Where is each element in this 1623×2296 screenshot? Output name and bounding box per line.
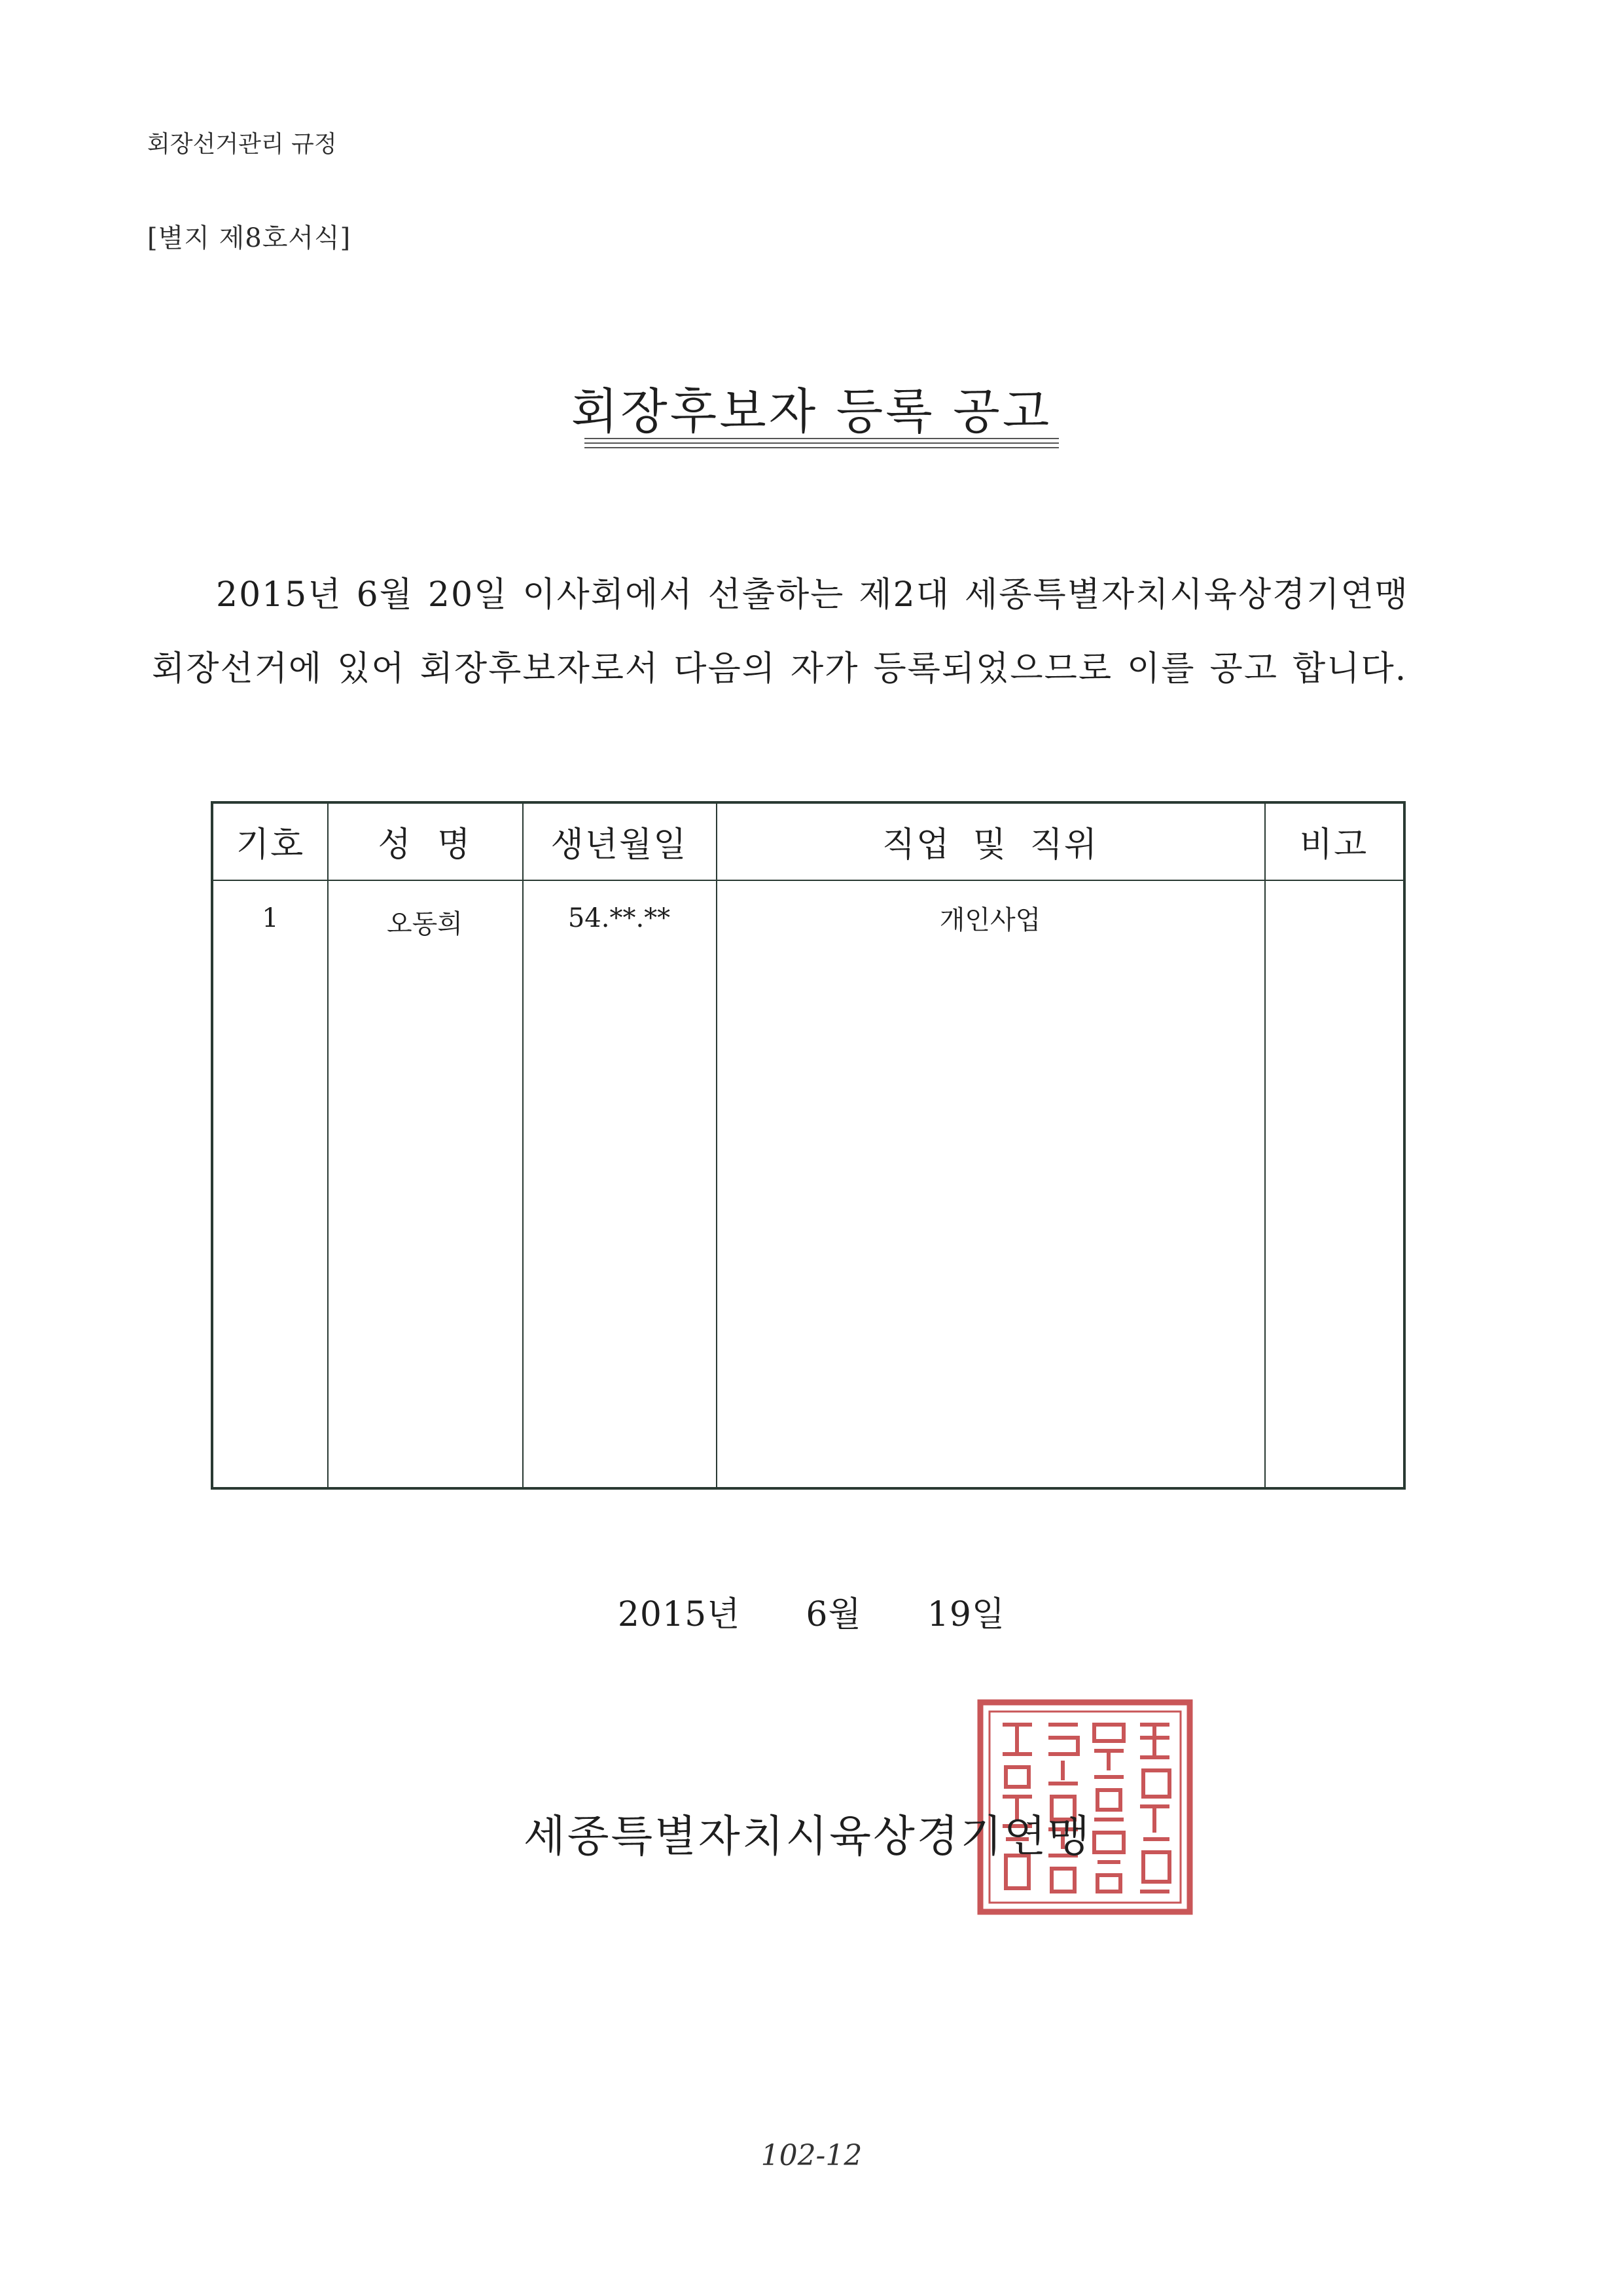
paragraph-word: 이를 — [1127, 649, 1196, 689]
page-number: 102-12 — [760, 2139, 863, 2172]
paragraph-word: 세종특별자치시육상경기연맹 — [964, 575, 1410, 615]
cell-occupation: 개인사업 — [939, 905, 1041, 935]
paragraph-word: 등록되었으므로 — [873, 649, 1113, 689]
date-day: 19일 — [927, 1595, 1006, 1634]
table-header-divider — [213, 880, 1403, 881]
title-underline-3 — [584, 447, 1059, 448]
header-birth: 생년월일 — [550, 825, 688, 865]
candidate-table — [211, 801, 1406, 1490]
cell-name: 오동희 — [387, 909, 463, 939]
paragraph-line-2 — [152, 649, 1461, 689]
paragraph-word: 6월 — [356, 575, 414, 615]
paragraph-word: 자가 — [790, 649, 859, 689]
form-label: [별지 제8호서식] — [147, 223, 351, 253]
paragraph-word: 선출하는 — [707, 575, 845, 615]
paragraph-word: 합니다. — [1293, 649, 1408, 689]
cell-birth: 54.**.** — [567, 903, 671, 933]
paragraph-word: 다음의 — [673, 649, 776, 689]
paragraph-word: 회장선거에 — [152, 649, 323, 689]
paragraph-word: 2015년 — [216, 575, 342, 615]
header-name: 성 명 — [378, 825, 472, 865]
title-underline-2 — [584, 442, 1059, 444]
header-remarks: 비고 — [1299, 825, 1368, 865]
title-underline-1 — [584, 438, 1059, 439]
header-number: 기호 — [236, 825, 305, 865]
organization-name: 세종특별자치시육상경기연맹 — [524, 1811, 1092, 1861]
paragraph-word: 회장후보자로서 — [419, 649, 660, 689]
paragraph-line-1 — [216, 575, 1459, 615]
date-month: 6월 — [806, 1595, 862, 1634]
cell-number: 1 — [262, 903, 279, 933]
paragraph-word: 제2대 — [859, 575, 950, 615]
issue-date — [0, 1587, 1623, 1636]
paragraph-word: 공고 — [1209, 649, 1278, 689]
paragraph-word: 있어 — [337, 649, 406, 689]
paragraph-word: 20일 — [427, 575, 508, 615]
paragraph-word: 이사회에서 — [522, 575, 694, 615]
regulation-title: 회장선거관리 규정 — [147, 131, 337, 158]
date-year: 2015년 — [617, 1595, 741, 1634]
table-column-divider — [1264, 804, 1266, 1487]
header-occupation: 직업 및 직위 — [882, 825, 1099, 865]
document-title: 회장후보자 등록 공고 — [571, 384, 1052, 440]
